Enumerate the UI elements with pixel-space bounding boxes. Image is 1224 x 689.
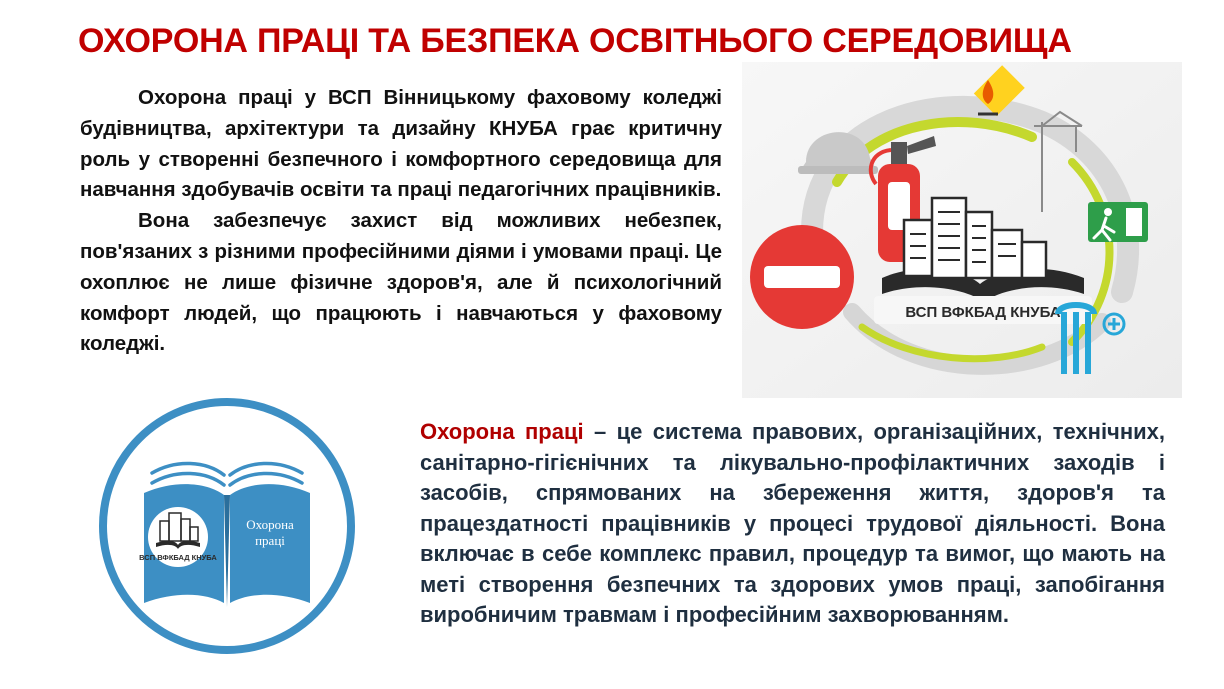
- book-title-line-1: Охорона: [246, 517, 294, 532]
- emblem-label: ВСП ВФКБАД КНУБА: [139, 553, 217, 562]
- emergency-exit-icon: [1088, 202, 1148, 242]
- intro-paragraph-1: Охорона праці у ВСП Вінницькому фаховому коледжі будівництва, архітектури та дизайну КНУБА грає критичну роль у створенні безпечного і комфортного середовища для навчання здобувачів освіти та праці педагогічних працівників.: [80, 86, 722, 202]
- definition-text: [420, 417, 1165, 631]
- safety-illustration: [742, 62, 1182, 398]
- badge-label: ВСП ВФКБАД КНУБА: [905, 304, 1061, 321]
- no-entry-icon: [750, 225, 854, 329]
- intro-paragraph-2: Вона забезпечує захист від можливих небезпек, пов'язаних з різними професійними діями і умовами праці. Це охоплює не лише фізичне здоров'я, але й психологічний комфорт людей, що працюють і навчаються у фаховому коледжі.: [80, 209, 722, 356]
- definition-body: – це система правових, організаційних, технічних, санітарно-гігієнічних та лікувально-профілактичних заходів і засобів, спрямованих на збереження життя, здоров'я та працездатності працівників у процесі трудової діяльності. Вона включає в себе комплекс правил, процедур та вимог, що мають на меті створення безпечних та здорових умов праці, запобігання виробничим травмам і професійним захворюванням.: [420, 419, 1165, 627]
- page-title: ОХОРОНА ПРАЦІ ТА БЕЗПЕКА ОСВІТНЬОГО СЕРЕДОВИЩА: [78, 22, 1072, 60]
- definition-term: Охорона праці: [420, 419, 584, 444]
- intro-text: [80, 83, 722, 360]
- book-title-line-2: праці: [255, 533, 285, 548]
- labour-protection-logo: [96, 395, 358, 657]
